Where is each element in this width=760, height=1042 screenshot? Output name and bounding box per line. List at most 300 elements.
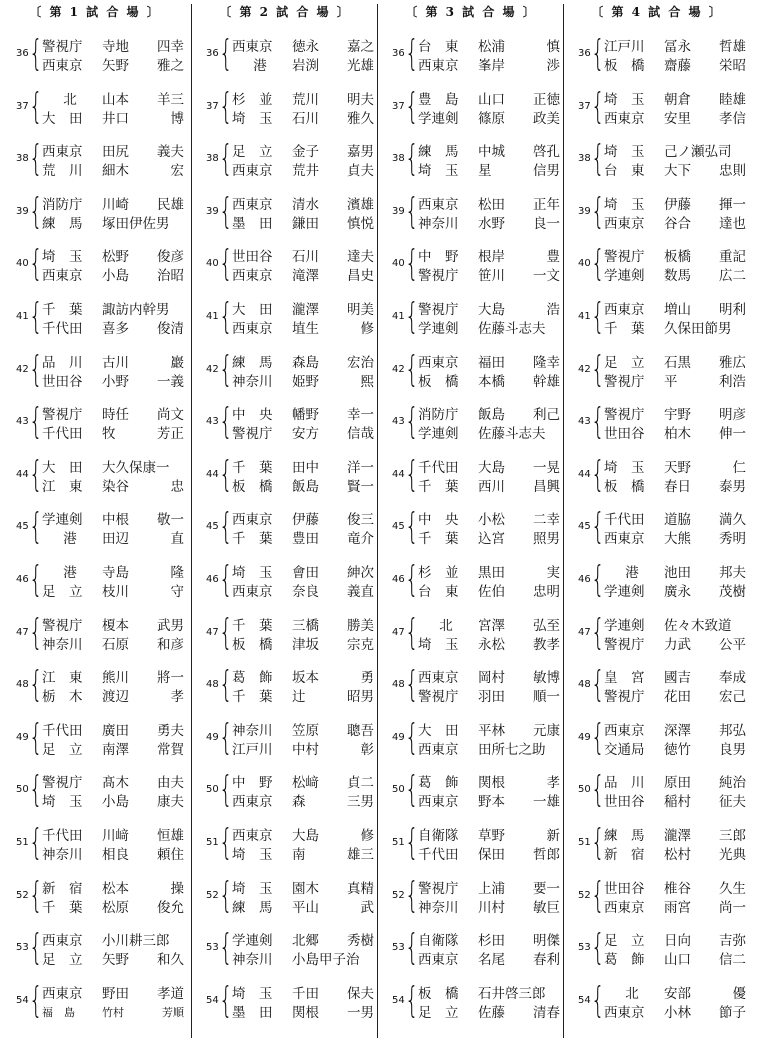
given-name: 羊三	[157, 91, 184, 108]
given-name: 邦弘	[719, 722, 746, 739]
team-name: 千代田	[604, 512, 645, 529]
surname: 寺地	[102, 39, 129, 55]
given-name: 揮一	[719, 196, 746, 213]
surname: 黒田	[478, 565, 505, 581]
bracket-brace: {	[219, 559, 233, 600]
bout	[192, 455, 378, 501]
given-name: 雅之	[157, 58, 184, 74]
competitor-a	[604, 563, 744, 583]
surname: 松原	[102, 899, 129, 916]
team-name: 千 葉	[42, 899, 83, 916]
competitor-name	[102, 879, 184, 899]
given-name: 慎	[546, 39, 560, 55]
competitor-name	[478, 300, 560, 320]
surname: 笹川	[478, 268, 505, 285]
surname: 渡辺	[102, 689, 129, 706]
competitor-b	[418, 372, 558, 392]
bout	[378, 402, 564, 448]
surname: 川崎	[102, 196, 129, 213]
competitor-a	[42, 90, 182, 110]
bracket-brace: {	[591, 611, 605, 653]
competitor-a	[232, 247, 372, 267]
bracket-brace: {	[405, 874, 419, 916]
competitor-name	[102, 582, 184, 602]
court-1-header: 〔 第 1 試 合 場 〕	[29, 5, 161, 19]
team-name: 西東京	[418, 741, 459, 758]
team-name: 板 橋	[604, 478, 645, 495]
competitor-name	[292, 898, 374, 918]
competitor-name	[102, 616, 184, 636]
competitor-b	[42, 161, 182, 181]
competitor-a	[42, 405, 182, 425]
team-name: 神奈川	[232, 722, 273, 739]
bout-number: 43	[578, 416, 591, 428]
competitor-name	[292, 353, 374, 373]
competitor-a	[604, 931, 744, 951]
bracket-brace: {	[405, 453, 419, 495]
team-name: 西東京	[42, 144, 83, 161]
given-name: 光雄	[347, 58, 374, 74]
team-name: 足 立	[42, 741, 83, 758]
competitor-a	[42, 195, 182, 215]
given-name: 修	[360, 828, 374, 844]
team-name: 警視庁	[604, 636, 645, 653]
team-name: 西東京	[604, 215, 645, 232]
competitor-name	[292, 773, 374, 793]
given-name: 勇夫	[157, 722, 184, 739]
competitor-name	[478, 1003, 560, 1023]
given-name: 信男	[533, 163, 560, 180]
team-name: 品 川	[604, 775, 645, 792]
competitor-b	[232, 372, 372, 392]
competitor-name	[292, 668, 374, 688]
given-name: 和久	[157, 952, 184, 969]
surname: 佐々木致道	[664, 617, 732, 634]
competitor-b	[604, 161, 744, 181]
given-name: 一雄	[533, 794, 560, 811]
given-name: 常賀	[157, 741, 184, 758]
competitor-a	[232, 90, 372, 110]
team-name: 葛 飾	[604, 952, 645, 969]
given-name: 二幸	[533, 512, 560, 529]
bracket-brace: {	[29, 33, 43, 74]
team-name: 西東京	[418, 196, 459, 213]
surname: 小林	[664, 1004, 691, 1021]
bout-number: 53	[206, 942, 219, 954]
competitor-a	[418, 405, 558, 425]
bout-number: 52	[578, 889, 591, 901]
surname: 荒川	[292, 91, 319, 108]
bout	[2, 244, 188, 290]
bracket-brace: {	[219, 716, 233, 758]
competitor-name	[664, 668, 746, 688]
competitor-b	[232, 56, 372, 76]
given-name: 勇	[360, 670, 374, 687]
surname: 三橋	[292, 617, 319, 634]
surname: 石川	[292, 110, 319, 127]
competitor-name	[664, 898, 746, 918]
surname: 板橋	[664, 249, 691, 266]
team-name: 西東京	[42, 268, 83, 285]
bracket-brace: {	[219, 296, 233, 337]
team-name: 世田谷	[604, 426, 645, 443]
competitor-a	[42, 668, 182, 688]
bracket-brace: {	[405, 769, 419, 811]
competitor-name	[102, 687, 184, 707]
competitor-b	[604, 687, 744, 707]
competitor-name	[664, 931, 746, 951]
competitor-name	[478, 477, 560, 497]
bracket-brace: {	[591, 85, 605, 127]
bracket-brace: {	[29, 927, 43, 969]
surname: 深澤	[664, 722, 691, 739]
team-name: 荒 川	[42, 163, 83, 180]
team-name: 神奈川	[232, 952, 273, 969]
competitor-b	[232, 635, 372, 655]
competitor-name	[292, 319, 374, 339]
bracket-brace: {	[219, 769, 233, 811]
surname: 田尻	[102, 144, 129, 161]
surname: 増山	[664, 302, 691, 318]
competitor-name	[478, 740, 560, 760]
bout	[564, 350, 750, 396]
surname: 諏訪内幹男	[102, 302, 170, 318]
given-name: 征夫	[719, 794, 746, 811]
competitor-a	[232, 931, 372, 951]
given-name: 重記	[719, 249, 746, 266]
competitor-b	[42, 529, 182, 549]
surname: 熊川	[102, 670, 129, 687]
bracket-brace: {	[591, 822, 605, 863]
surname: 平	[664, 373, 678, 390]
surname: 田辺	[102, 531, 129, 548]
bracket-brace: {	[219, 822, 233, 863]
bracket-brace: {	[219, 453, 233, 495]
competitor-name	[478, 563, 560, 583]
bracket-brace: {	[591, 453, 605, 495]
bout-number: 44	[206, 468, 219, 480]
bracket-brace: {	[29, 874, 43, 916]
team-name: 警視庁	[42, 39, 83, 55]
competitor-b	[42, 792, 182, 812]
surname: 福田	[478, 354, 505, 371]
competitor-a	[604, 721, 744, 741]
surname: 数馬	[664, 268, 691, 285]
competitor-name	[664, 845, 746, 865]
team-name: 千 葉	[232, 531, 273, 548]
bout-number: 46	[206, 574, 219, 585]
competitor-a	[232, 353, 372, 373]
competitor-a	[418, 142, 558, 162]
team-name: 埼 玉	[604, 144, 645, 161]
surname: 田所七之助	[478, 741, 546, 758]
surname: 池田	[664, 565, 691, 581]
given-name: 雅久	[347, 110, 374, 127]
team-name: 千代田	[42, 426, 83, 443]
bracket-brace: {	[591, 190, 605, 232]
bout-number: 49	[16, 731, 29, 743]
competitor-b	[418, 56, 558, 76]
bout-number: 53	[16, 942, 29, 954]
team-name: 埼 玉	[232, 565, 273, 581]
competitor-name	[664, 721, 746, 741]
competitor-name	[292, 90, 374, 110]
given-name: 純治	[719, 775, 746, 792]
bout	[564, 244, 750, 290]
competitor-name	[102, 773, 184, 793]
bout	[2, 560, 188, 606]
surname: 髙木	[102, 775, 129, 792]
given-name: 貞二	[347, 775, 374, 792]
bout-number: 46	[392, 574, 405, 585]
competitor-name	[664, 319, 746, 339]
surname: 榎本	[102, 617, 129, 634]
competitor-name	[478, 458, 560, 478]
competitor-a	[604, 984, 744, 1004]
surname: 松村	[664, 847, 691, 863]
surname: 道脇	[664, 512, 691, 529]
competitor-b	[604, 56, 744, 76]
bracket-brace: {	[591, 927, 605, 969]
competitor-a	[604, 300, 744, 320]
team-name: 豊 島	[418, 91, 459, 108]
team-name: 品 川	[42, 354, 83, 371]
team-name: 練 馬	[232, 354, 273, 371]
team-name: 中 野	[232, 775, 273, 792]
given-name: 操	[170, 880, 184, 897]
bout	[192, 87, 378, 133]
given-name: 照男	[533, 531, 560, 548]
surname: 己ノ瀬弘司	[664, 144, 732, 161]
surname: 南澤	[102, 741, 129, 758]
competitor-a	[42, 37, 182, 57]
competitor-b	[418, 214, 558, 234]
given-name: 將一	[157, 670, 184, 687]
team-name: 西東京	[418, 794, 459, 811]
competitor-name	[664, 161, 746, 181]
bracket-brace: {	[219, 611, 233, 653]
competitor-name	[292, 984, 374, 1004]
bout-number: 50	[392, 784, 405, 796]
given-name: 弘至	[533, 617, 560, 634]
bout-number: 45	[392, 521, 405, 533]
given-name: 俊允	[157, 899, 184, 916]
given-name: 尚一	[719, 899, 746, 916]
competitor-name	[664, 563, 746, 583]
bout	[2, 770, 188, 816]
competitor-b	[604, 635, 744, 655]
competitor-a	[42, 142, 182, 162]
surname: 大熊	[664, 531, 691, 548]
team-name: 西東京	[42, 58, 83, 74]
surname: 小島	[102, 268, 129, 285]
competitor-name	[664, 247, 746, 267]
bracket-brace: {	[591, 716, 605, 758]
competitor-name	[292, 845, 374, 865]
team-name: 板 橋	[232, 636, 273, 653]
competitor-b	[604, 372, 744, 392]
bout-number: 41	[16, 311, 29, 322]
competitor-a	[418, 353, 558, 373]
given-name: 利浩	[719, 373, 746, 390]
team-name: 神奈川	[418, 899, 459, 916]
competitor-a	[418, 984, 558, 1004]
team-name: 消防庁	[418, 407, 459, 424]
given-name: 洋一	[347, 459, 374, 476]
bout-number: 47	[578, 626, 591, 638]
competitor-name	[292, 792, 374, 812]
bout-number: 42	[392, 363, 405, 375]
competitor-a	[42, 616, 182, 636]
team-name: 千 葉	[42, 302, 83, 318]
team-name: 学連剣	[418, 321, 459, 337]
surname: 谷合	[664, 215, 691, 232]
bracket-brace: {	[29, 611, 43, 653]
bracket-brace: {	[405, 401, 419, 443]
surname: 平山	[292, 899, 319, 916]
competitor-name	[664, 792, 746, 812]
bracket-brace: {	[591, 138, 605, 180]
given-name: 明美	[347, 302, 374, 318]
bout	[2, 507, 188, 553]
bout	[192, 34, 378, 80]
competitor-name	[102, 635, 184, 655]
given-name: 熙	[360, 373, 374, 390]
team-name: 台 東	[418, 584, 459, 600]
competitor-name	[664, 195, 746, 215]
competitor-b	[418, 477, 558, 497]
competitor-name	[478, 950, 560, 970]
competitor-name	[664, 582, 746, 602]
team-name: 交通局	[604, 741, 645, 758]
competitor-b	[232, 109, 372, 129]
team-name: 埼 玉	[418, 163, 459, 180]
competitor-b	[418, 740, 558, 760]
team-name: 警視庁	[418, 689, 459, 706]
competitor-name	[478, 266, 560, 286]
competitor-a	[42, 773, 182, 793]
surname: 大島	[478, 302, 505, 318]
surname: 大久保康一	[102, 459, 170, 476]
surname: 小松	[478, 512, 505, 529]
competitor-name	[478, 353, 560, 373]
given-name: 正年	[533, 196, 560, 213]
given-name: 哲郎	[533, 847, 560, 863]
bracket-brace: {	[591, 296, 605, 337]
bracket-brace: {	[219, 348, 233, 390]
given-name: 新	[546, 828, 560, 844]
given-name: 満久	[719, 512, 746, 529]
given-name: 優	[732, 985, 746, 1002]
team-name: 埼 玉	[42, 249, 83, 266]
team-name: 足 立	[604, 354, 645, 371]
surname: 関根	[478, 775, 505, 792]
surname: 豊田	[292, 531, 319, 548]
bout-number: 36	[16, 48, 29, 59]
given-name: 宗克	[347, 636, 374, 653]
bracket-brace: {	[219, 190, 233, 232]
competitor-b	[42, 266, 182, 286]
competitor-a	[418, 563, 558, 583]
team-name: 埼 玉	[604, 459, 645, 476]
bout-number: 49	[206, 731, 219, 743]
competitor-a	[604, 353, 744, 373]
competitor-name	[478, 721, 560, 741]
given-name: 幸一	[347, 407, 374, 424]
competitor-b	[42, 582, 182, 602]
bout-number: 45	[16, 521, 29, 533]
surname: 廣田	[102, 722, 129, 739]
competitor-b	[604, 214, 744, 234]
competitor-name	[292, 931, 374, 951]
competitor-b	[604, 109, 744, 129]
team-name: 警視庁	[232, 426, 273, 443]
bracket-brace: {	[591, 979, 605, 1021]
competitor-name	[102, 247, 184, 267]
competitor-b	[42, 214, 182, 234]
bracket-brace: {	[29, 296, 43, 337]
given-name: 敬一	[157, 512, 184, 529]
team-name: 練 馬	[42, 215, 83, 232]
bout	[192, 297, 378, 343]
bout-number: 51	[16, 837, 29, 848]
competitor-a	[42, 826, 182, 846]
bracket-brace: {	[405, 296, 419, 337]
given-name: 嘉之	[347, 39, 374, 55]
bracket-brace: {	[219, 874, 233, 916]
surname: 坂本	[292, 670, 319, 687]
bout	[564, 928, 750, 974]
bout	[192, 718, 378, 764]
surname: 枝川	[102, 584, 129, 600]
given-name: 信二	[719, 952, 746, 969]
bout-number: 36	[392, 48, 405, 59]
given-name: 宏己	[719, 689, 746, 706]
competitor-name	[478, 214, 560, 234]
competitor-a	[418, 668, 558, 688]
given-name: 孝道	[157, 985, 184, 1002]
surname: 春日	[664, 478, 691, 495]
surname: 原田	[664, 775, 691, 792]
given-name: 四幸	[157, 39, 184, 55]
surname: 安方	[292, 426, 319, 443]
competitor-b	[418, 792, 558, 812]
given-name: 光典	[719, 847, 746, 863]
surname: 平林	[478, 722, 505, 739]
competitor-name	[664, 773, 746, 793]
court-2-header: 〔 第 2 試 合 場 〕	[219, 5, 351, 19]
competitor-name	[102, 195, 184, 215]
bout	[564, 34, 750, 80]
competitor-name	[664, 266, 746, 286]
bout-number: 54	[392, 994, 405, 1006]
competitor-b	[42, 950, 182, 970]
bracket-brace: {	[219, 979, 233, 1021]
bout	[192, 876, 378, 922]
given-name: 俊清	[157, 321, 184, 337]
team-name: 学連剣	[604, 584, 645, 600]
competitor-name	[478, 931, 560, 951]
bout-number: 36	[578, 48, 591, 59]
team-name: 千代田	[418, 847, 459, 863]
competitor-name	[102, 984, 184, 1004]
competitor-name	[664, 826, 746, 846]
bracket-brace: {	[405, 716, 419, 758]
team-name: 千代田	[42, 828, 83, 844]
bout	[2, 192, 188, 238]
team-name: 神奈川	[232, 373, 273, 390]
team-name: 埼 玉	[604, 196, 645, 213]
